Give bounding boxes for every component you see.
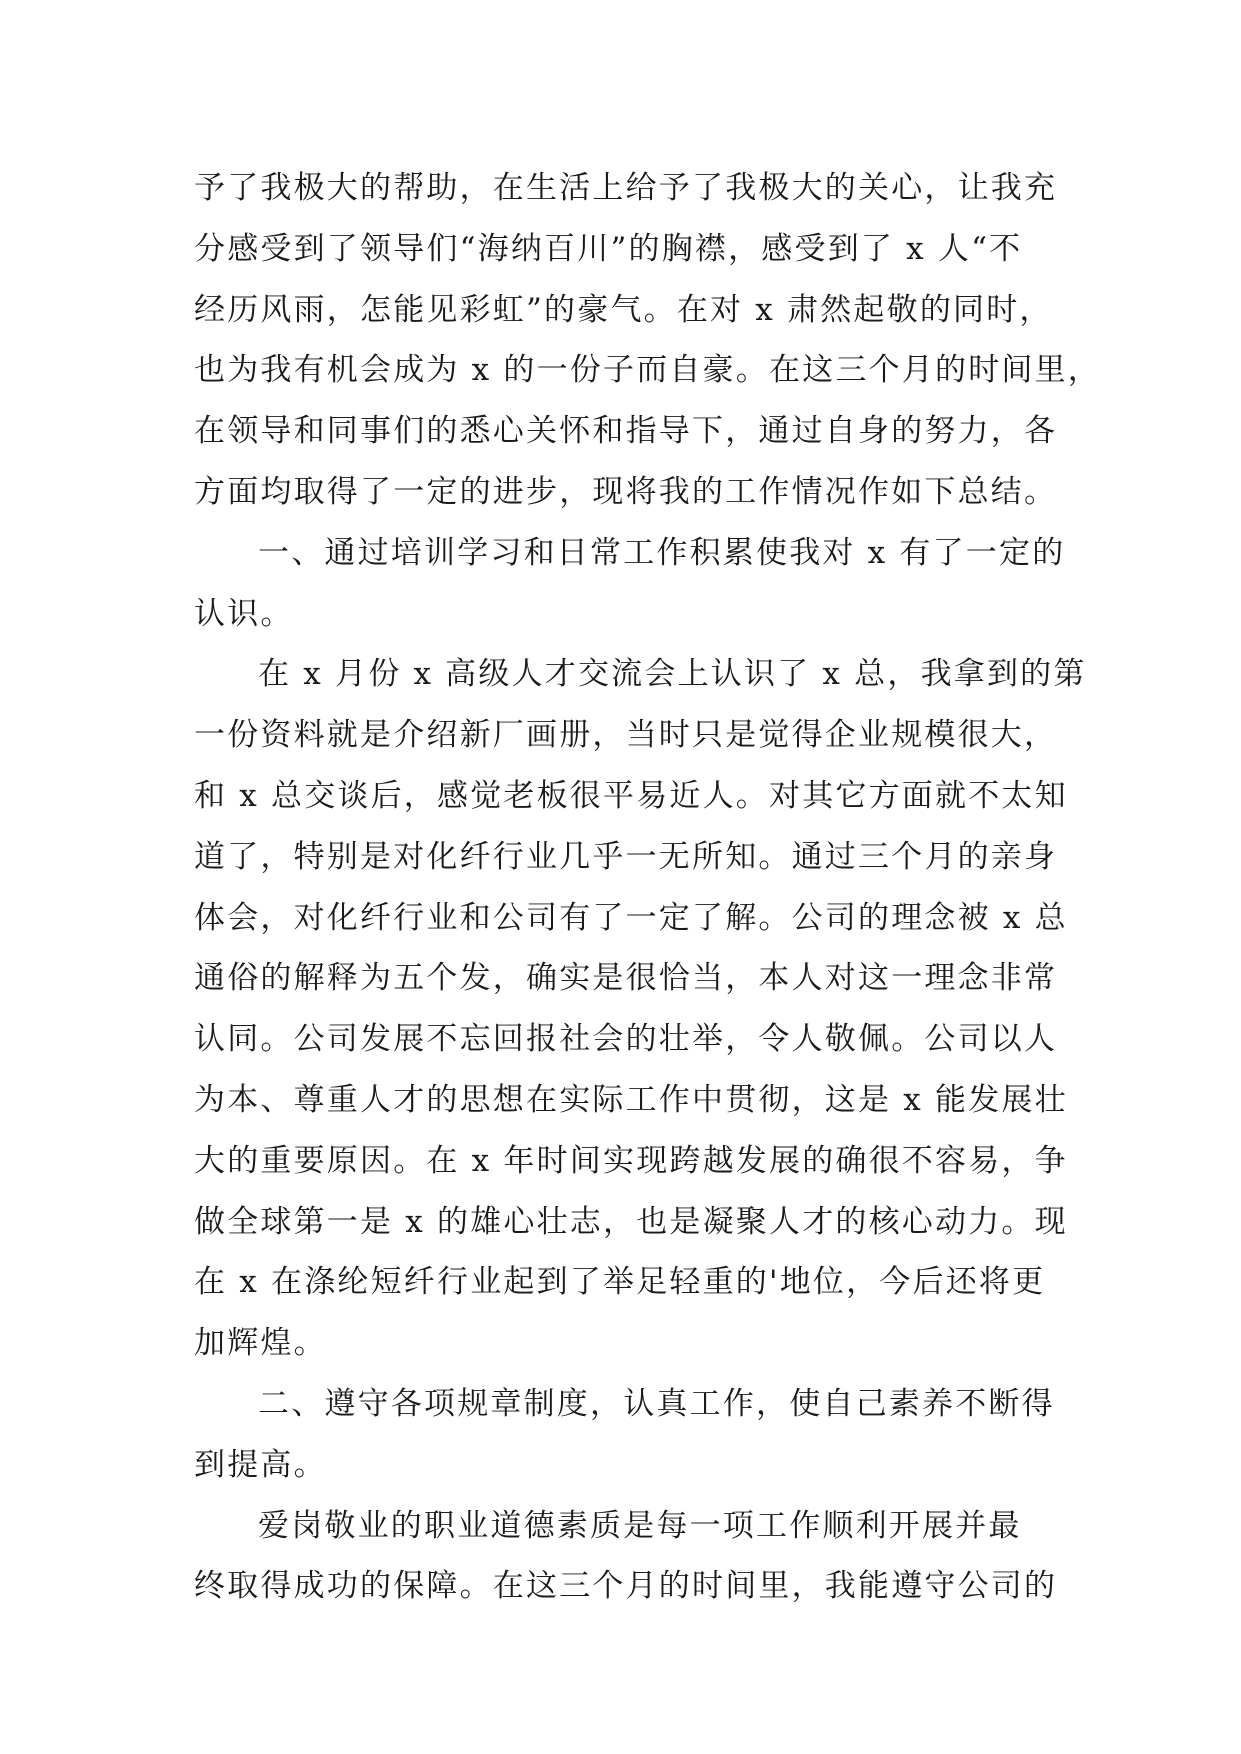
text-line: 在 x 在涤纶短纤行业起到了举足轻重的'地位，今后还将更 — [194, 1264, 1046, 1301]
text-line: 通俗的解释为五个发，确实是很恰当，本人对这一理念非常 — [194, 960, 1058, 997]
text-line: 经历风雨，怎能见彩虹”的豪气。在对 x 肃然起敬的同时， — [194, 291, 1053, 328]
text-line: 大的重要原因。在 x 年时间实现跨越发展的确很不容易，争 — [194, 1142, 1068, 1179]
text-line: 在领导和同事们的悉心关怀和指导下，通过自身的努力，各 — [194, 413, 1058, 450]
text-line: 一、通过培训学习和日常工作积累使我对 x 有了一定的 — [258, 534, 1066, 571]
document-body — [194, 158, 1101, 1617]
text-line: 也为我有机会成为 x 的一份子而自豪。在这三个月的时间里， — [194, 352, 1101, 389]
text-line: 爱岗敬业的职业道德素质是每一项工作顺利开展并最 — [258, 1507, 1022, 1544]
text-line: 一份资料就是介绍新厂画册，当时只是觉得企业规模很大， — [194, 717, 1058, 754]
text-line: 终取得成功的保障。在这三个月的时间里，我能遵守公司的 — [194, 1568, 1058, 1605]
text-line: 体会，对化纤行业和公司有了一定了解。公司的理念被 x 总 — [194, 899, 1068, 936]
text-line: 做全球第一是 x 的雄心壮志，也是凝聚人才的核心动力。现 — [194, 1203, 1068, 1240]
text-line: 认同。公司发展不忘回报社会的壮举，令人敬佩。公司以人 — [194, 1021, 1058, 1058]
text-line: 认识。 — [194, 595, 294, 632]
text-line: 方面均取得了一定的进步，现将我的工作情况作如下总结。 — [194, 473, 1058, 510]
text-line: 二、遵守各项规章制度，认真工作，使自己素养不断得 — [258, 1385, 1055, 1422]
text-line: 分感受到了领导们“海纳百川”的胸襟，感受到了 x 人“不 — [194, 230, 1023, 267]
text-line: 为本、尊重人才的思想在实际工作中贯彻，这是 x 能发展壮 — [194, 1081, 1068, 1118]
text-line: 予了我极大的帮助，在生活上给予了我极大的关心，让我充 — [194, 170, 1058, 206]
text-line: 在 x 月份 x 高级人才交流会上认识了 x 总，我拿到的第 — [258, 656, 1087, 693]
text-line: 和 x 总交谈后，感觉老板很平易近人。对其它方面就不太知 — [194, 777, 1068, 814]
text-line: 到提高。 — [194, 1446, 327, 1483]
text-line: 道了，特别是对化纤行业几乎一无所知。通过三个月的亲身 — [194, 838, 1058, 875]
text-line: 加辉煌。 — [194, 1325, 327, 1362]
